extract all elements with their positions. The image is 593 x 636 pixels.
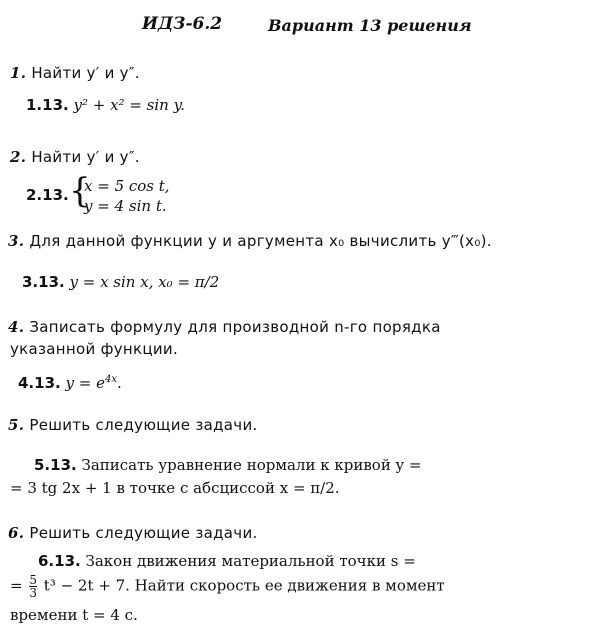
subtask-6-13-line-2	[10, 574, 445, 599]
task-5	[8, 416, 258, 434]
task-text-line-1: Записать формулу для производной n-го порядка	[29, 318, 441, 336]
equation: y = x sin x, x₀ = π/2	[69, 273, 220, 291]
equation-exponent: 4x	[104, 374, 117, 385]
subtask-5-13-line-1	[34, 456, 421, 474]
task-number: 4.	[8, 318, 25, 336]
fraction-denominator: 3	[29, 586, 37, 600]
system-equation-1: x = 5 cos t,	[84, 177, 170, 195]
task-1	[10, 64, 140, 82]
equals-sign: =	[10, 576, 23, 595]
task-text: Найти y′ и y″.	[31, 64, 140, 82]
subtask-number: 1.13.	[26, 96, 69, 114]
variant-label: Вариант 13 решения	[268, 16, 472, 35]
subtask-number: 4.13.	[18, 374, 61, 392]
fraction-numerator: 5	[29, 573, 37, 587]
task-number: 3.	[8, 232, 25, 250]
task-text: Решить следующие задачи.	[29, 416, 258, 434]
subtask-1-13	[26, 96, 185, 114]
task-number: 5.	[8, 416, 25, 434]
task-number: 2.	[10, 148, 27, 166]
subtask-number: 6.13.	[38, 552, 81, 570]
equation-base: y = e	[65, 374, 105, 392]
task-4-line-2: указанной функции.	[10, 340, 179, 358]
task-number: 6.	[8, 524, 25, 542]
subtask-4-13	[18, 374, 122, 392]
subtask-text: Записать уравнение нормали к кривой y =	[81, 456, 422, 474]
task-text: Решить следующие задачи.	[29, 524, 258, 542]
task-text: Найти y′ и y″.	[31, 148, 140, 166]
subtask-6-13-line-1	[38, 552, 416, 570]
equation-end: .	[116, 374, 122, 392]
system-equation-2: y = 4 sin t.	[84, 197, 167, 215]
task-number: 1.	[10, 64, 27, 82]
equation: y² + x² = sin y.	[73, 96, 185, 114]
subtask-text: Закон движения материальной точки s =	[85, 552, 416, 570]
task-text: Для данной функции y и аргумента x₀ вычислить y‴(x₀).	[29, 232, 492, 250]
task-6	[8, 524, 258, 542]
subtask-text: t³ − 2t + 7. Найти скорость ее движения в момент	[43, 576, 445, 595]
assignment-title: ИДЗ-6.2	[142, 14, 223, 34]
subtask-number: 5.13.	[34, 456, 77, 474]
task-4	[8, 318, 441, 336]
system-brace: {	[69, 171, 91, 211]
fraction	[29, 574, 37, 599]
task-2	[10, 148, 140, 166]
subtask-number: 3.13.	[22, 273, 65, 291]
subtask-3-13	[22, 273, 219, 291]
subtask-6-13-line-3: времени t = 4 с.	[10, 606, 138, 624]
task-3	[8, 232, 492, 250]
subtask-5-13-line-2: = 3 tg 2x + 1 в точке с абсциссой x = π/2.	[10, 479, 340, 497]
subtask-2-13-number: 2.13.	[26, 186, 69, 204]
